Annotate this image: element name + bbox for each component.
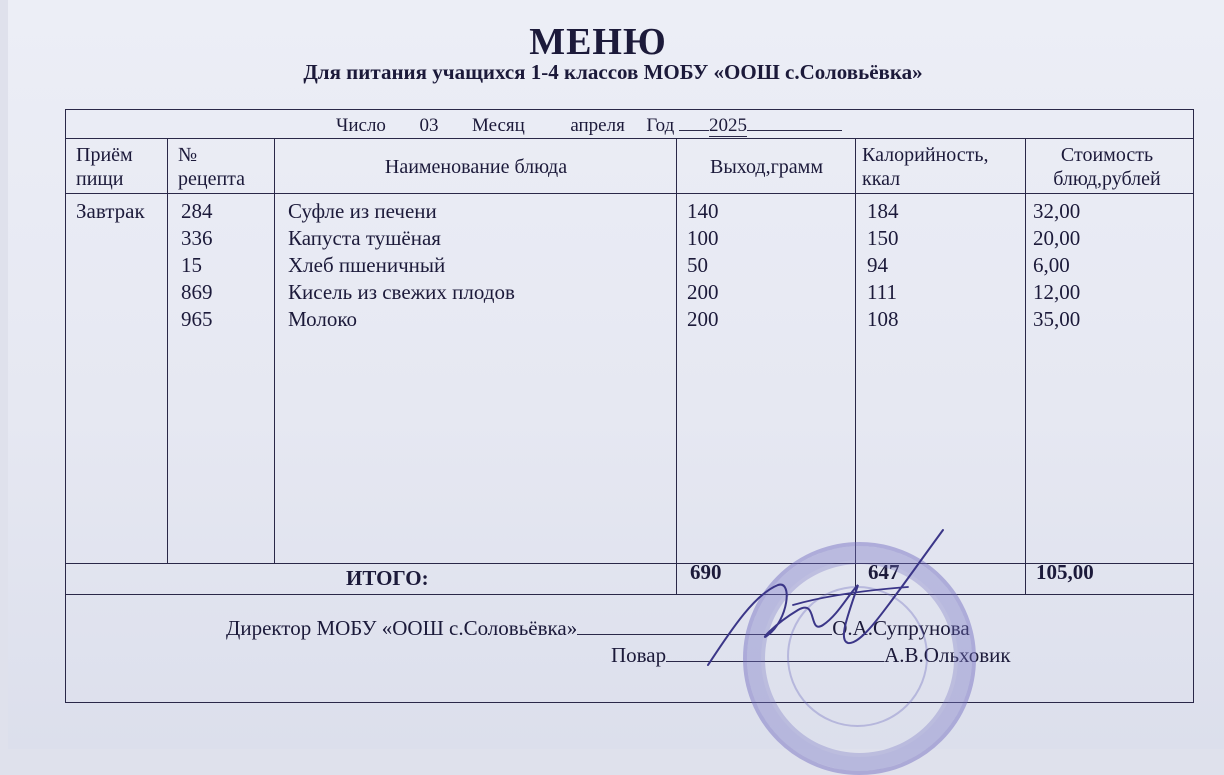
list-item: 965: [181, 307, 213, 331]
totals-label: ИТОГО:: [346, 566, 429, 590]
list-item: 6,00: [1033, 253, 1070, 277]
list-item: 100: [687, 226, 719, 250]
list-item: 200: [687, 307, 719, 331]
list-item: 35,00: [1033, 307, 1081, 331]
totals-cost: 105,00: [1036, 560, 1094, 584]
list-item: Капуста тушёная: [288, 226, 441, 250]
col-divider-2: [274, 138, 275, 563]
year-value: 2025: [709, 115, 748, 136]
list-item: Молоко: [288, 307, 357, 331]
director-name: О.А.Супрунова: [832, 616, 970, 640]
header-cost: Стоимость блюд,рублей: [1053, 144, 1161, 190]
director-label: Директор МОБУ «ООШ с.Соловьёвка»: [226, 616, 578, 640]
list-item: 284: [181, 199, 213, 223]
list-item: 111: [867, 280, 897, 304]
dish-column: [288, 198, 515, 333]
day-value: 03: [419, 115, 439, 136]
list-item: 20,00: [1033, 226, 1081, 250]
page-title: МЕНЮ: [529, 21, 667, 63]
menu-sheet: [8, 0, 1224, 749]
header-meal: Приём пищи: [76, 144, 133, 190]
signature-mark: [698, 525, 958, 685]
cook-label: Повар: [611, 643, 667, 667]
col-divider-1: [167, 138, 168, 563]
list-item: Кисель из свежих плодов: [288, 280, 515, 304]
output-column: [687, 198, 719, 333]
year-label: Год: [646, 115, 675, 136]
col-divider-5: [1025, 138, 1026, 594]
list-item: 336: [181, 226, 213, 250]
totals-divider: [66, 594, 1193, 595]
totals-calories: 647: [868, 560, 900, 584]
col-divider-3: [676, 138, 677, 594]
list-item: Суфле из печени: [288, 199, 437, 223]
list-item: 140: [687, 199, 719, 223]
cost-column: [1033, 198, 1080, 333]
recipe-column: [181, 198, 213, 333]
meal-type: Завтрак: [76, 199, 145, 223]
cook-name: А.В.Ольховик: [884, 643, 1011, 667]
list-item: 15: [181, 253, 202, 277]
list-item: 94: [867, 253, 888, 277]
month-label: Месяц: [471, 115, 525, 136]
list-item: 869: [181, 280, 213, 304]
list-item: 200: [687, 280, 719, 304]
totals-output: 690: [690, 560, 722, 584]
body-bottom-divider: [66, 563, 1193, 564]
list-item: 50: [687, 253, 708, 277]
list-item: 32,00: [1033, 199, 1081, 223]
month-value: апреля: [570, 115, 625, 136]
list-item: 150: [867, 226, 899, 250]
header-output: Выход,грамм: [709, 156, 823, 178]
header-dish: Наименование блюда: [384, 156, 568, 178]
header-calories: Калорийность, ккал: [862, 144, 989, 190]
header-row-divider: [66, 193, 1193, 194]
list-item: 108: [867, 307, 899, 331]
list-item: 184: [867, 199, 899, 223]
day-label: Число: [336, 115, 386, 136]
date-line: [336, 112, 842, 139]
list-item: 12,00: [1033, 280, 1081, 304]
page-subtitle: Для питания учащихся 1-4 классов МОБУ «ООШ с.Соловьёвка»: [303, 60, 923, 84]
header-recipe: № рецепта: [178, 144, 246, 190]
list-item: Хлеб пшеничный: [288, 253, 446, 277]
menu-table: [65, 109, 1194, 703]
calories-column: [867, 198, 899, 333]
